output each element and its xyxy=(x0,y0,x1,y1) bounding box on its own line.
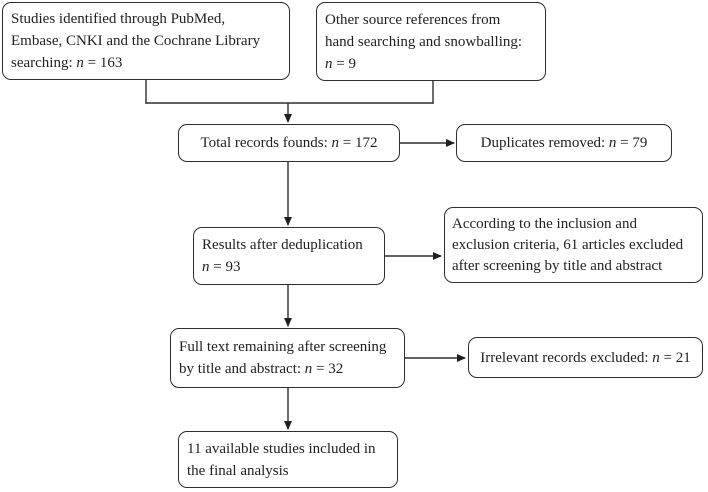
box-full-text-remaining-text: Full text remaining after screening by title and abstract: n = 32 xyxy=(179,339,387,377)
box-total-records-text: Total records founds: n = 172 xyxy=(200,135,378,151)
box-other-sources-text: Other source references from hand searching and snowballing: n = 9 xyxy=(325,11,523,72)
box-other-sources xyxy=(316,2,546,81)
box-dedup-results-text: Results after deduplication n = 93 xyxy=(202,237,363,275)
box-full-text-remaining xyxy=(170,328,405,388)
box-excluded-criteria xyxy=(444,207,703,283)
box-final-included-text: 11 available studies included in the final analysis xyxy=(187,440,376,479)
box-irrelevant-excluded xyxy=(468,337,703,378)
box-duplicates-removed xyxy=(456,124,672,162)
box-final-included xyxy=(178,431,398,488)
box-identified-studies xyxy=(2,2,290,80)
box-irrelevant-excluded-text: Irrelevant records excluded: n = 21 xyxy=(480,349,691,366)
box-dedup-results xyxy=(193,227,385,285)
box-duplicates-removed-text: Duplicates removed: n = 79 xyxy=(480,135,648,151)
box-total-records xyxy=(178,124,400,162)
box-excluded-criteria-text: According to the inclusion and exclusion criteria, 61 articles excluded after screening by title and abstract xyxy=(452,215,684,274)
box-identified-studies-text: Studies identified through PubMed, Embase, CNKI and the Cochrane Library searching: n = 163 xyxy=(11,11,261,71)
